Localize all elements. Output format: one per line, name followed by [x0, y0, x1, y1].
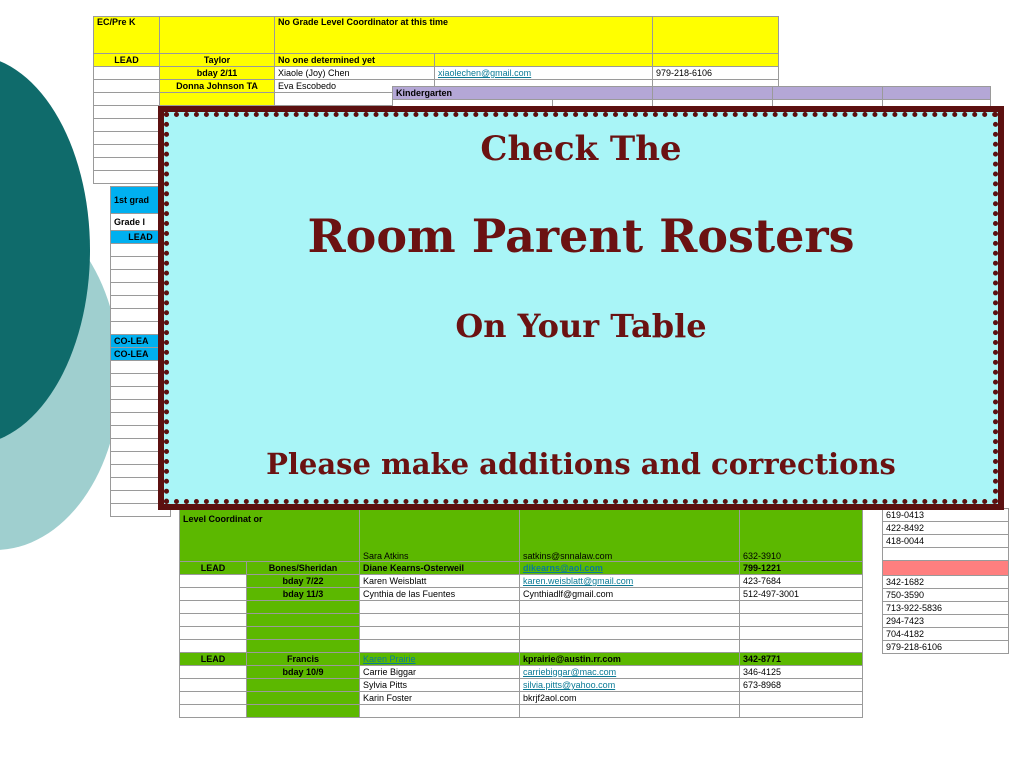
right-phone: 713-922-5836	[883, 602, 1009, 615]
ecprek-coordinator: No Grade Level Coordinator at this time	[275, 17, 653, 54]
green-lead2-phone: 342-8771	[740, 653, 863, 666]
green-parent2-name: Cynthia de las Fuentes	[360, 588, 520, 601]
green-coordinator-label: Level Coordinat or	[180, 509, 360, 562]
green-teacher-1: Bones/Sheridan	[247, 562, 360, 575]
green-parent3-email[interactable]: carriebiggar@mac.com	[523, 667, 617, 677]
green-lead1-email[interactable]: dikearns@aol.com	[523, 563, 603, 573]
green-lead-label-1: LEAD	[180, 562, 247, 575]
first-grade-lead: LEAD	[111, 231, 171, 244]
banner-line-on-your-table: On Your Table	[455, 307, 707, 345]
green-parent1-email[interactable]: karen.weisblatt@gmail.com	[523, 576, 634, 586]
green-lead2-name[interactable]: Karen Prairie	[363, 654, 416, 664]
ecprek-parent1-email[interactable]: xiaolechen@gmail.com	[438, 68, 532, 78]
green-parent3-phone: 346-4125	[740, 666, 863, 679]
green-parent4-phone: 673-8968	[740, 679, 863, 692]
green-parent2-phone: 512-497-3001	[740, 588, 863, 601]
ecprek-parent1-phone: 979-218-6106	[653, 67, 779, 80]
green-lead2-email: kprairie@austin.rr.com	[520, 653, 740, 666]
ecprek-teacher: Taylor	[160, 54, 275, 67]
right-phone: 704-4182	[883, 628, 1009, 641]
first-grade-label: 1st grad	[111, 187, 171, 214]
green-lead-label-2: LEAD	[180, 653, 247, 666]
green-parent1-phone: 423-7684	[740, 575, 863, 588]
right-phone: 750-3590	[883, 589, 1009, 602]
green-bday-1: bday 7/22	[247, 575, 360, 588]
right-phone: 422-8492	[883, 522, 1009, 535]
green-teacher-2: Francis	[247, 653, 360, 666]
announcement-banner	[158, 106, 1004, 510]
banner-line-additions: Please make additions and corrections	[266, 447, 896, 481]
green-parent5-email: bkrjf2aol.com	[520, 692, 740, 705]
kindergarten-title: Kindergarten	[393, 87, 653, 100]
green-lead1-phone: 799-1221	[740, 562, 863, 575]
green-parent4-email[interactable]: silvia.pitts@yahoo.com	[523, 680, 616, 690]
green-parent3-name: Carrie Biggar	[360, 666, 520, 679]
ecprek-lead-label: LEAD	[94, 54, 160, 67]
first-grade-colead-2: CO-LEA	[111, 348, 171, 361]
green-coordinator-email: satkins@snnalaw.com	[520, 509, 740, 562]
green-bday-3: bday 10/9	[247, 666, 360, 679]
banner-line-check-the: Check The	[480, 129, 682, 169]
right-phone: 418-0044	[883, 535, 1009, 548]
green-parent2-email: Cynthiadlf@gmail.com	[520, 588, 740, 601]
ecprek-grade-label: EC/Pre K	[94, 17, 160, 54]
green-coordinator-name: Sara Atkins	[360, 509, 520, 562]
right-phone: 619-0413	[883, 509, 1009, 522]
banner-line-room-parent-rosters: Room Parent Rosters	[307, 209, 855, 263]
right-phone-sheet	[882, 508, 1009, 654]
first-grade-colead-1: CO-LEA	[111, 335, 171, 348]
ecprek-parent2-name: Eva Escobedo	[275, 80, 435, 93]
ecprek-bday: bday 2/11	[160, 67, 275, 80]
green-coordinator-phone: 632-3910	[740, 509, 863, 562]
green-parent1-name: Karen Weisblatt	[360, 575, 520, 588]
green-grade-sheet	[179, 508, 863, 718]
green-lead1-name: Diane Kearns-Osterweil	[360, 562, 520, 575]
banner-panel	[164, 112, 998, 504]
first-grade-coordinator: Grade l	[111, 214, 171, 231]
ecprek-parent1-name: Xiaole (Joy) Chen	[275, 67, 435, 80]
right-phone: 979-218-6106	[883, 641, 1009, 654]
right-phone: 342-1682	[883, 576, 1009, 589]
ecprek-ta: Donna Johnson TA	[160, 80, 275, 93]
ecprek-lead-parent: No one determined yet	[275, 54, 435, 67]
green-parent4-name: Sylvia Pitts	[360, 679, 520, 692]
green-parent5-name: Karin Foster	[360, 692, 520, 705]
right-phone: 294-7423	[883, 615, 1009, 628]
green-bday-2: bday 11/3	[247, 588, 360, 601]
